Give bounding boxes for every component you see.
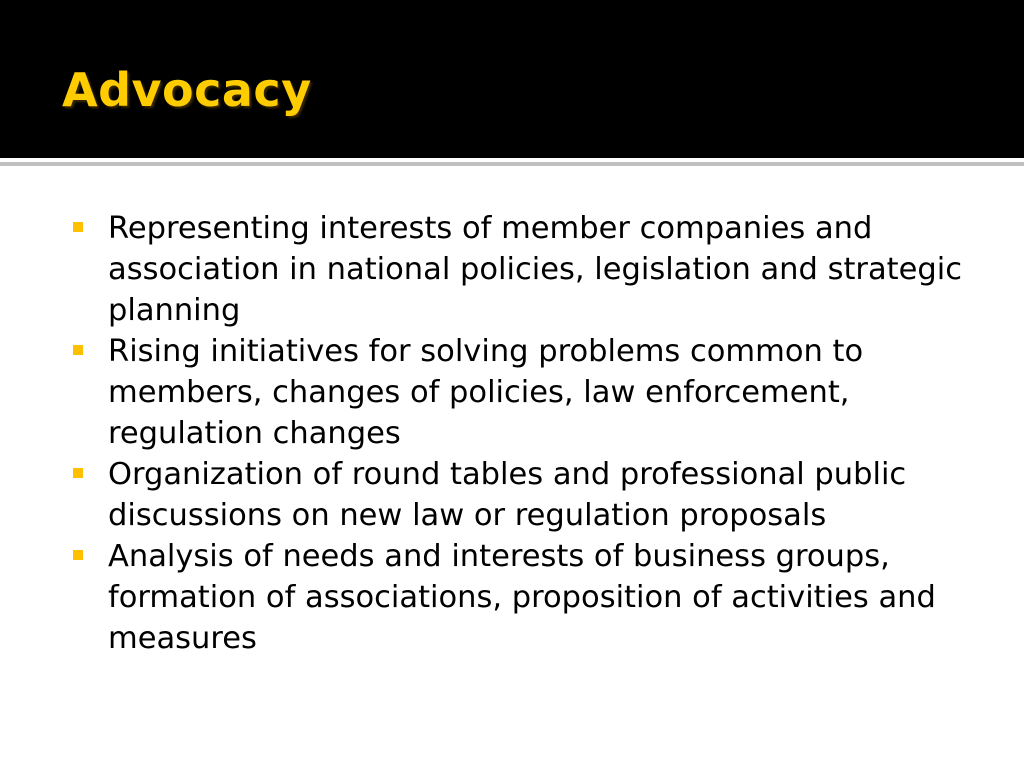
bullet-text: Analysis of needs and interests of business groups, formation of associations, proposition of activities and measures xyxy=(108,539,936,656)
bullet-item xyxy=(70,208,1000,331)
bullet-text: Representing interests of member companies and association in national policies, legislation and strategic planning xyxy=(108,211,962,328)
title-band xyxy=(0,0,1024,158)
bullet-item xyxy=(70,331,1000,454)
bullet-text: Organization of round tables and professional public discussions on new law or regulation proposals xyxy=(108,457,907,533)
slide-title: Advocacy xyxy=(62,63,312,117)
bullet-item xyxy=(70,536,1000,659)
square-bullet-icon xyxy=(73,468,83,478)
bullet-list xyxy=(70,208,1000,659)
bullet-text: Rising initiatives for solving problems common to members, changes of policies, law enforcement, regulation changes xyxy=(108,334,864,451)
square-bullet-icon xyxy=(73,345,83,355)
square-bullet-icon xyxy=(73,222,83,232)
bullet-item xyxy=(70,454,1000,536)
title-divider-line xyxy=(0,162,1024,166)
square-bullet-icon xyxy=(73,550,83,560)
